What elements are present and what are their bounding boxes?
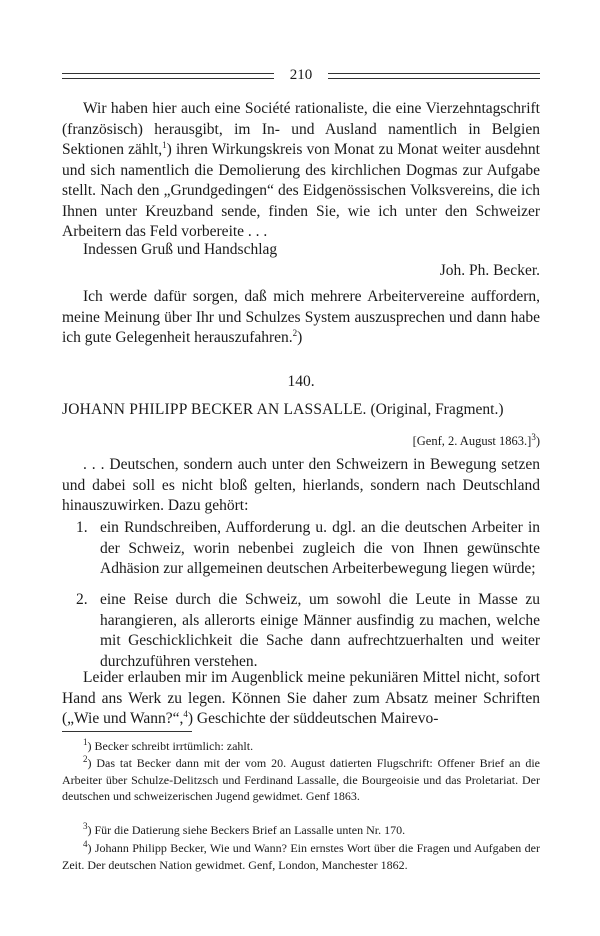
- footnote-ref: 1: [162, 139, 167, 150]
- list-item-number: 1.: [76, 519, 88, 536]
- footnote: [62, 822, 540, 839]
- list-item-number: 2.: [76, 591, 88, 608]
- footnote-ref: 3: [531, 431, 536, 442]
- paragraph-text-cont: ) ihren Wirkungskreis von Monat zu Monat weiter ausdehnt und sich namentlich die Demolierung des kirchlichen Dogmas zur Aufgabe stellt. Nach den „Grundgedingen“ des Eidgenössischen Volksvereins, die ich Ihnen unter Kreuzband sende, finden Sie, wie ich unter den Schweizer Arbeitern das Feld vorbereite . . .: [62, 141, 540, 240]
- footnote-text: ) Für die Datierung siehe Beckers Brief an Lassalle unten Nr. 170.: [87, 823, 406, 837]
- signature: Joh. Ph. Becker.: [439, 262, 540, 279]
- footnote-ref: 2: [292, 327, 298, 338]
- paragraph-text: Wir haben hier auch eine Société rationaliste, die eine Vierzehntagschrift (französisch) herausgibt, im In- und Ausland namentlich in Belgien Sektionen zählt,: [62, 100, 540, 158]
- list-item: [62, 518, 540, 580]
- footnote: [62, 840, 540, 873]
- letter-number: 140.: [287, 373, 315, 390]
- footnote-mark: 1: [83, 737, 88, 747]
- footnote: [62, 738, 540, 755]
- paragraph-text: Ich werde dafür sorgen, daß mich mehrere Arbeitervereine auffordern, meine Meinung über Ihr und Schulzes System auszusprechen und dann habe ich gute Gelegenheit herauszufahren.: [62, 288, 540, 346]
- letter-heading-title: JOHANN PHILIPP BECKER AN LASSALLE.: [62, 401, 367, 418]
- list-item: [62, 590, 540, 672]
- paragraph-text-cont: ) Geschichte der süddeutschen Mairevo-: [187, 710, 439, 727]
- letter-date-text: [Genf, 2. August 1863.]: [412, 434, 532, 448]
- footnote-ref: 4: [183, 708, 188, 719]
- list-item-text: ein Rundschreiben, Aufforderung u. dgl. an die deutschen Arbeiter in der Schweiz, worin nebenbei zugleich die von Ihnen gewünschte Adhäsion zur allgemeinen deutschen Arbeiterbewegung liegen würde;: [100, 519, 540, 577]
- footnote-divider: [62, 731, 192, 732]
- paragraph-postscript: [62, 287, 540, 349]
- footnote: [62, 755, 540, 805]
- letter-date: [62, 431, 540, 452]
- paragraph-text: Leider erlauben mir im Augenblick meine pekuniären Mittel nicht, sofort Hand ans Werk zu legen. Können Sie daher zum Absatz meiner Schriften („Wie und Wann?“,: [62, 669, 540, 727]
- footnote-mark: 4: [83, 839, 88, 849]
- page-number: 210: [289, 67, 313, 83]
- paragraph-funds: [62, 668, 540, 730]
- footnote-text: ) Becker schreibt irrtümlich: zahlt.: [87, 739, 254, 753]
- letter-intro: . . . Deutschen, sondern auch unter den Schweizern in Bewegung setzen und dabei soll es nicht bloß gelten, hierlands, sondern nach Deutschland hinauszuwirken. Dazu gehört:: [62, 456, 540, 514]
- letter-heading: [62, 400, 540, 421]
- paragraph-text-end: ): [297, 329, 303, 346]
- footnote-mark: 2: [83, 754, 88, 764]
- letter-heading-note: (Original, Fragment.): [370, 401, 504, 418]
- closing-greeting: Indessen Gruß und Handschlag: [83, 241, 278, 258]
- footnote-text: ) Johann Philipp Becker, Wie und Wann? Ein ernstes Wort über die Fragen und Aufgaben der Zeit. Der deutschen Nation gewidmet. Genf, London, Manchester 1862.: [62, 841, 540, 872]
- paragraph-societe: [62, 99, 540, 243]
- letter-date-end: ): [535, 434, 540, 448]
- page-header: [62, 66, 540, 84]
- footnote-mark: 3: [83, 821, 88, 831]
- header-rule-right: [328, 73, 540, 79]
- list-item-text: eine Reise durch die Schweiz, um sowohl die Leute in Masse zu harangieren, als allerorts einige Männer ausfindig zu machen, welche mit Geschicklichkeit die Sache dann aufrechtzuerhalten und weiter durchzuführen verstehen.: [100, 591, 540, 670]
- footnote-text: ) Das tat Becker dann mit der vom 20. August datierten Flugschrift: Offener Brief an die Arbeiter über Schulze-Delitzsch und Ferdinand Lassalle, die Bourgeoisie und das Proletariat. Der deutschen und schweizerischen Jugend gewidmet. Genf 1863.: [62, 756, 540, 803]
